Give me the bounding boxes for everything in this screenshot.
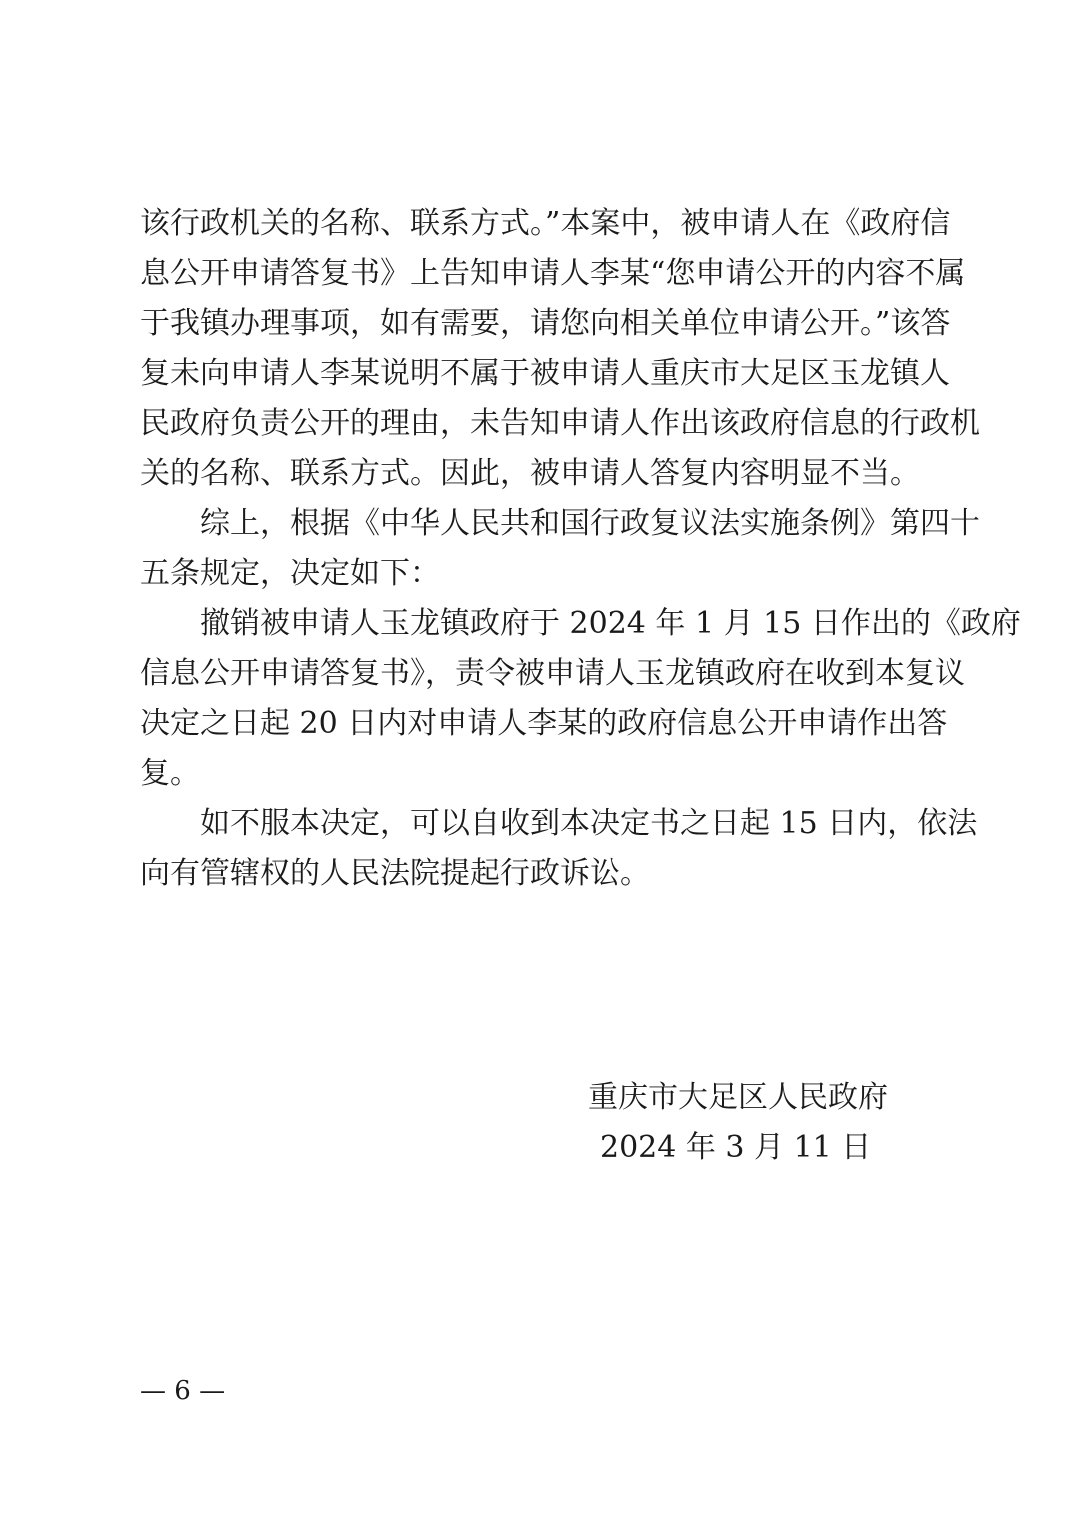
signature-date: 2024 年 3 月 11 日 (600, 1130, 872, 1165)
body-line-11: 决定之日起 20 日内对申请人李某的政府信息公开申请作出答 (140, 706, 948, 741)
signature-organization: 重庆市大足区人民政府 (588, 1080, 888, 1115)
page-number: — 6 — (140, 1376, 226, 1406)
body-line-1: 该行政机关的名称、联系方式。”本案中，被申请人在《政府信 (140, 206, 951, 241)
body-line-9: 撤销被申请人玉龙镇政府于 2024 年 1 月 15 日作出的《政府 (200, 606, 1021, 641)
body-line-8: 五条规定，决定如下： (140, 556, 440, 591)
body-line-6: 关的名称、联系方式。因此，被申请人答复内容明显不当。 (140, 456, 920, 491)
body-line-5: 民政府负责公开的理由，未告知申请人作出该政府信息的行政机 (140, 406, 980, 441)
body-line-3: 于我镇办理事项，如有需要，请您向相关单位申请公开。”该答 (140, 306, 951, 341)
body-line-13: 如不服本决定，可以自收到本决定书之日起 15 日内，依法 (200, 806, 978, 841)
body-line-7: 综上，根据《中华人民共和国行政复议法实施条例》第四十 (200, 506, 980, 541)
body-line-2: 息公开申请答复书》上告知申请人李某“您申请公开的内容不属 (140, 256, 966, 291)
body-line-10: 信息公开申请答复书》，责令被申请人玉龙镇政府在收到本复议 (140, 656, 965, 691)
body-line-4: 复未向申请人李某说明不属于被申请人重庆市大足区玉龙镇人 (140, 356, 950, 391)
body-line-12: 复。 (140, 756, 200, 791)
body-line-14: 向有管辖权的人民法院提起行政诉讼。 (140, 856, 650, 891)
